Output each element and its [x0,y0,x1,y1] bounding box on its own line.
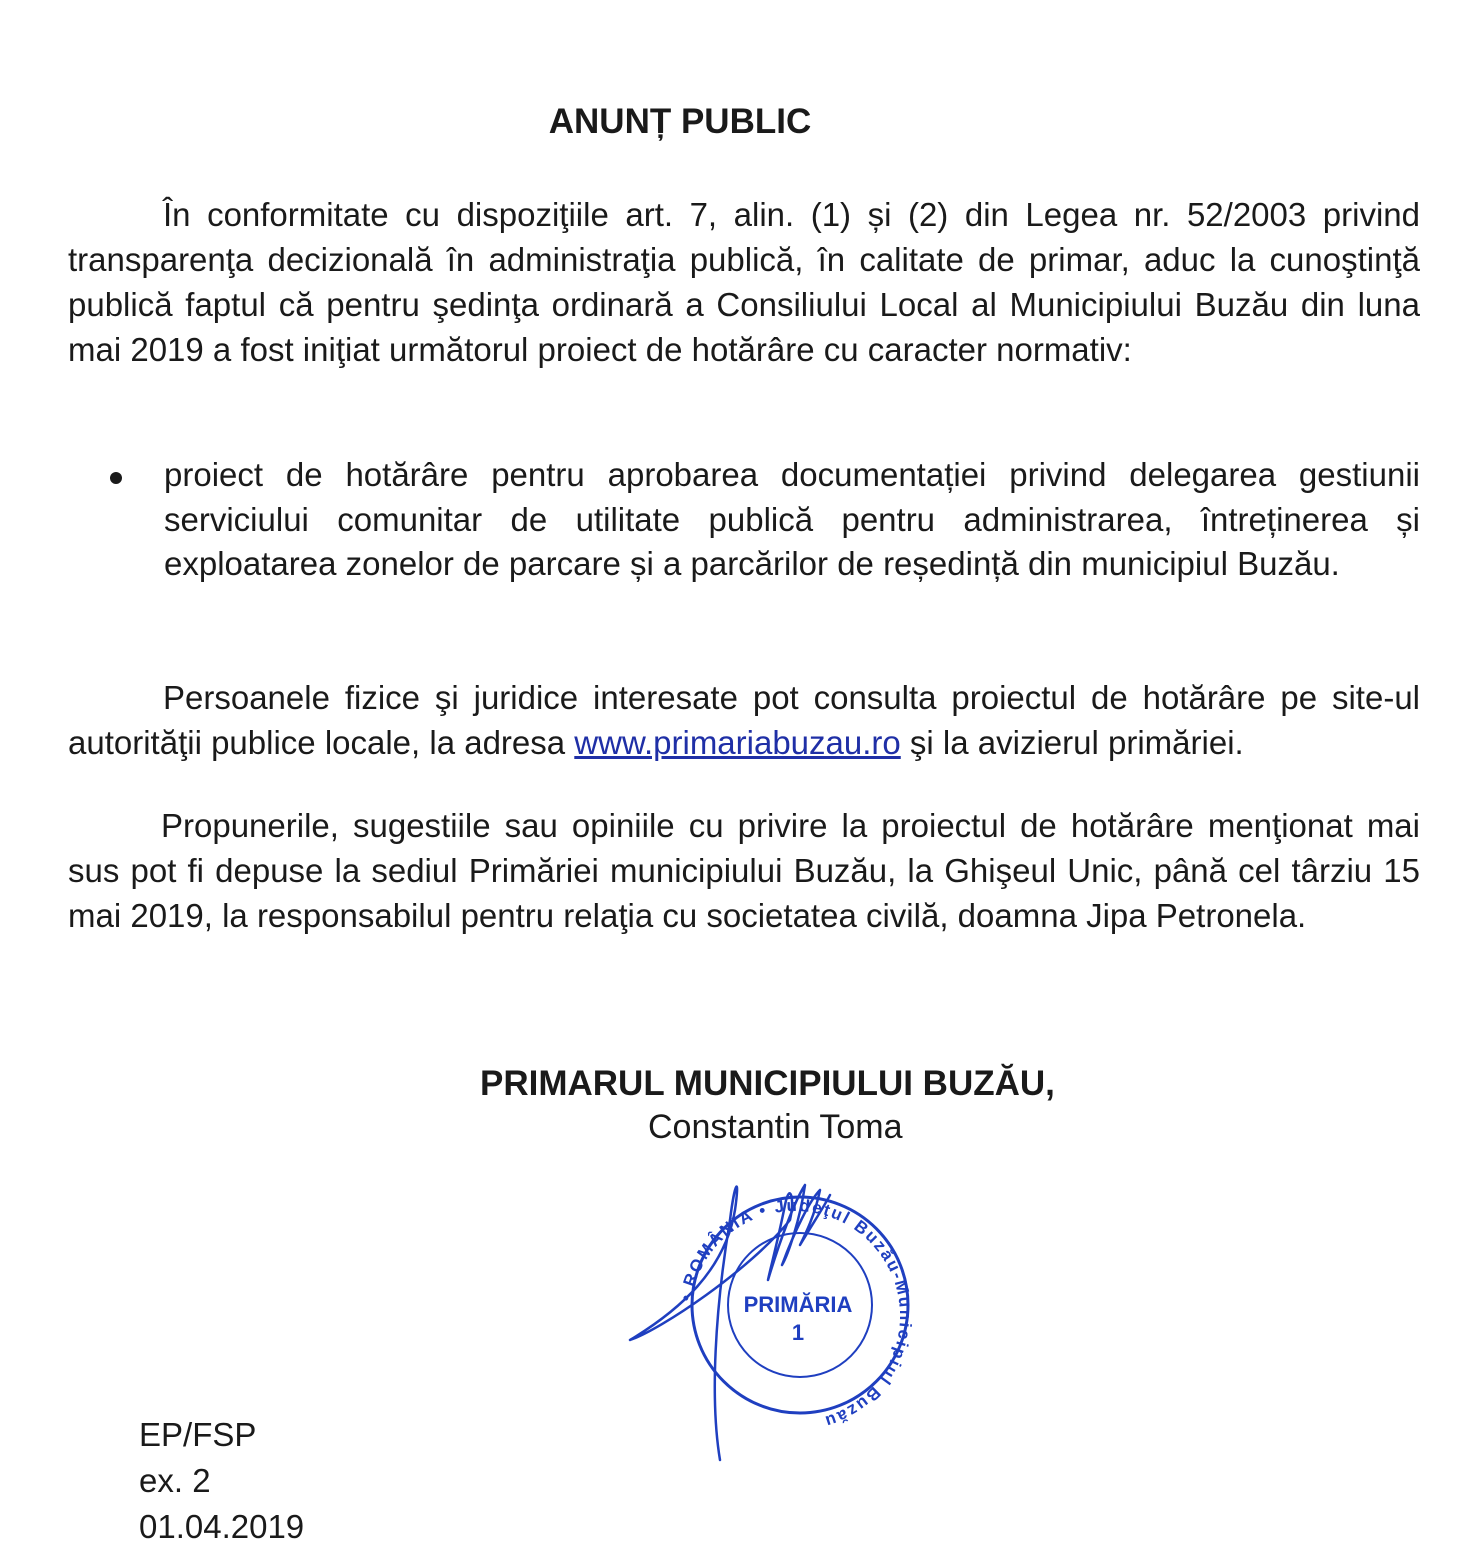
signatory-name: Constantin Toma [648,1108,903,1146]
document-title: ANUNȚ PUBLIC [548,102,812,141]
consultation-text-end: şi la avizierul primăriei. [900,724,1244,761]
footer-date: 01.04.2019 [139,1508,305,1545]
website-link[interactable]: www.primariabuzau.ro [574,724,901,761]
footer-copies: ex. 2 [139,1462,211,1499]
proposals-text: Propunerile, sugestiile sau opiniile cu privire la proiectul de hotărâre menţionat mai sus pot fi depuse la sediul Primăriei municipiului Buzău, la Ghişeul Unic, până cel târziu 15 mai 2019, la responsabilul pentru relaţia cu societatea civilă, doamna Jipa Petronela. [68,807,1420,934]
document-footer [139,1412,304,1550]
signatory-title: PRIMARUL MUNICIPIULUI BUZĂU, [480,1064,1055,1103]
official-stamp [620,1160,920,1500]
stamp-center-number: 1 [791,1320,805,1345]
consultation-text-start: Persoanele fizice şi juridice interesate pot consulta proiectul de hotărâre pe site-ul autorităţii publice locale, la adresa [68,679,1420,761]
stamp-center-label: PRIMĂRIA [743,1292,853,1317]
proposals-paragraph [68,803,1420,938]
list-item: proiect de hotărâre pentru aprobarea documentației privind delegarea gestiunii serviciului comunitar de utilitate publică pentru administrarea, întreținerea și exploatarea zonelor de parcare și a parcărilor de reședință din municipiul Buzău. [164,456,1420,582]
footer-initials: EP/FSP [139,1416,257,1453]
intro-paragraph: În conformitate cu dispoziţiile art. 7, alin. (1) și (2) din Legea nr. 52/2003 privind transparenţa decizională în administraţia publică, în calitate de primar, aduc la cunoştinţă publică faptul că pentru şedinţa ordinară a Consiliului Local al Municipiului Buzău din luna mai 2019 a fost iniţiat următorul proiect de hotărâre cu caracter normativ: [68,196,1420,368]
bullet-icon [110,472,122,484]
bullet-list [110,453,1420,587]
consultation-paragraph [68,675,1420,765]
stamp-ring-text: • ROMÂNIA • Judeţul Buzău-Municipiul Buzău [676,1195,915,1432]
